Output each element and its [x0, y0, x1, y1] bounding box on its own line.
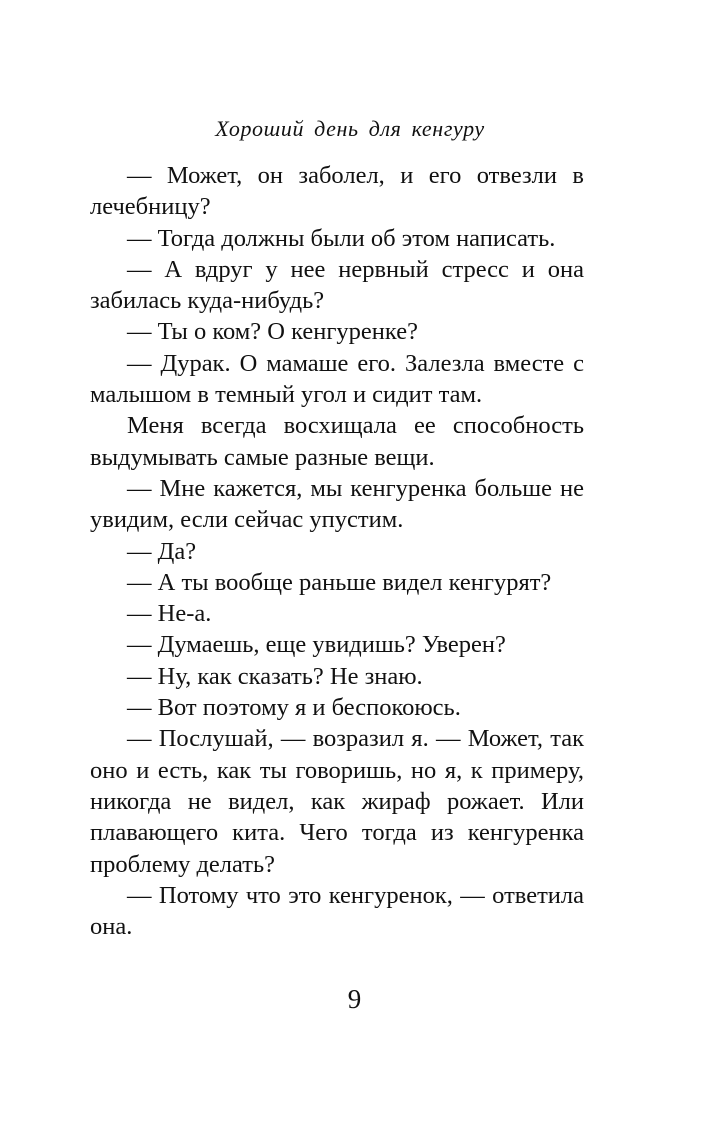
paragraph: Меня всегда восхищала ее способность выдумывать самые разные вещи.	[90, 412, 584, 471]
paragraph: — Может, он заболел, и его отвезли в лечебницу?	[90, 162, 584, 221]
paragraph: — Ну, как сказать? Не знаю.	[127, 662, 423, 690]
paragraph: — Думаешь, еще увидишь? Уверен?	[127, 631, 506, 659]
paragraph: — Дурак. О мамаше его. Залезла вместе с малышом в темный угол и сидит там.	[90, 349, 584, 409]
paragraph: — А ты вообще раньше видел кенгурят?	[127, 568, 552, 596]
paragraph: — Потому что это кенгуренок, — ответила она.	[90, 881, 584, 941]
paragraph: — Не-а.	[127, 600, 212, 628]
paragraph: — Мне кажется, мы кенгуренка больше не увидим, если сейчас упустим.	[90, 474, 584, 534]
paragraph: — Тогда должны были об этом написать.	[127, 224, 556, 252]
paragraph: — Да?	[127, 537, 197, 565]
body-text	[90, 160, 584, 942]
running-head: Хороший день для кенгуру	[215, 116, 485, 141]
paragraph: — Послушай, — возразил я. — Может, так оно и есть, как ты говоришь, но я, к примеру, никогда не видел, как жираф рожает. Или плавающего кита. Чего тогда из кенгуренка проблему делать?	[90, 725, 584, 878]
paragraph: — А вдруг у нее нервный стресс и она забилась куда-нибудь?	[90, 255, 584, 315]
page-number: 9	[347, 984, 362, 1014]
paragraph: — Ты о ком? О кенгуренке?	[127, 318, 418, 346]
paragraph: — Вот поэтому я и беспокоюсь.	[127, 694, 461, 722]
